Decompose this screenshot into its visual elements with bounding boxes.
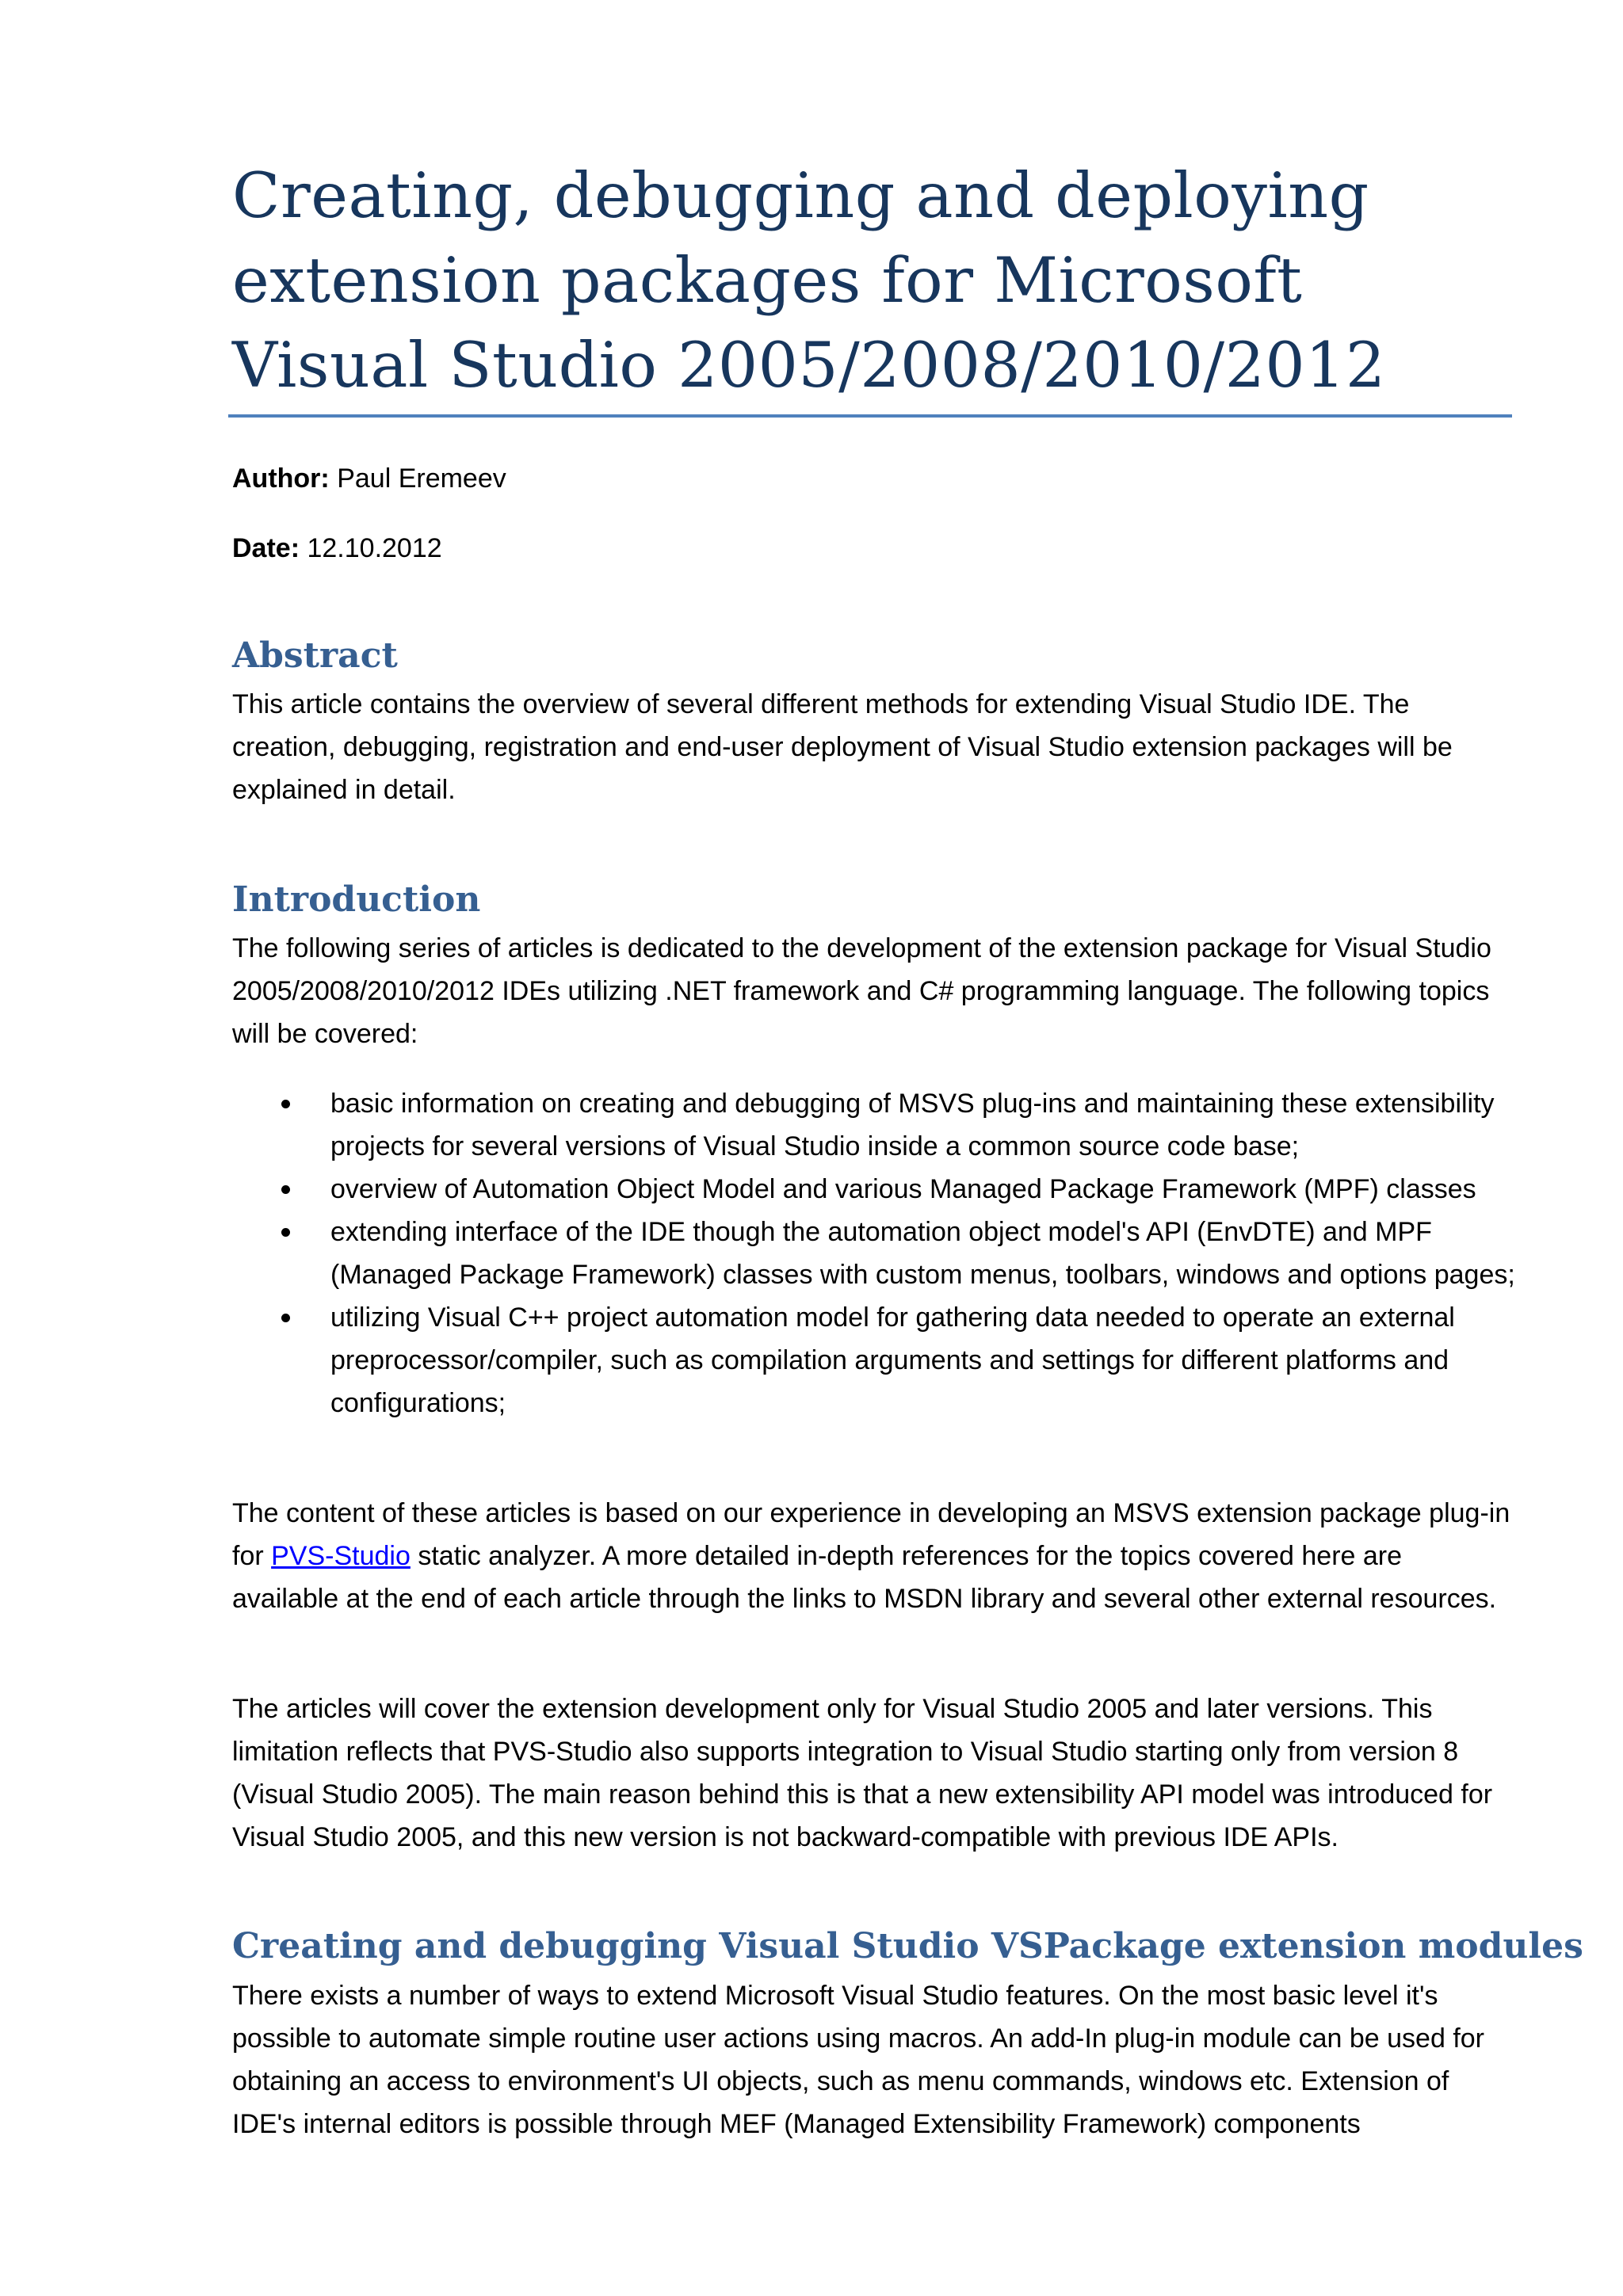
list-item bbox=[232, 1211, 1516, 1296]
list-item-text: utilizing Visual C++ project automation model for gathering data needed to operate an external preprocessor/compiler, such as compilation arguments and settings for different platforms and configurations; bbox=[330, 1302, 1455, 1418]
pvs-studio-link[interactable]: PVS-Studio bbox=[271, 1541, 411, 1571]
introduction-text: The following series of articles is dedicated to the development of the extension package for Visual Studio 2005/2008/2010/2012 IDEs utilizing .NET framework and C# programming language. The following topics will be covered: bbox=[232, 933, 1491, 1049]
content-paragraph bbox=[232, 1492, 1512, 1620]
topics-list bbox=[232, 1082, 1516, 1425]
author-label: Author: bbox=[232, 463, 330, 494]
creating-section-heading: Creating and debugging Visual Studio VSPackage extension modules bbox=[232, 1926, 1583, 1966]
list-item-text: extending interface of the IDE though the automation object model's API (EnvDTE) and MPF (Managed Package Framework) classes with custom menus, toolbars, windows and options pages; bbox=[330, 1217, 1515, 1290]
date-label: Date: bbox=[232, 533, 300, 563]
abstract-heading: Abstract bbox=[232, 635, 398, 676]
list-item bbox=[232, 1168, 1516, 1211]
document-title: Creating, debugging and deploying extension packages for Microsoft Visual Studio 2005/2008/2010/2012 bbox=[232, 159, 1386, 402]
versions-paragraph: The articles will cover the extension development only for Visual Studio 2005 and later versions. This limitation reflects that PVS-Studio also supports integration to Visual Studio starting only from version 8 (Visual Studio 2005). The main reason behind this is that a new extensibility API model was introduced for Visual Studio 2005, and this new version is not backward-compatible with previous IDE APIs. bbox=[232, 1694, 1493, 1852]
abstract-text: This article contains the overview of several different methods for extending Visual Studio IDE. The creation, debugging, registration and end-user deployment of Visual Studio extension packages will be explained in detail. bbox=[232, 689, 1453, 805]
date-value: 12.10.2012 bbox=[307, 533, 442, 563]
list-item bbox=[232, 1082, 1516, 1168]
bullet-icon bbox=[281, 1314, 290, 1322]
list-item-text: overview of Automation Object Model and various Managed Package Framework (MPF) classes bbox=[330, 1174, 1476, 1204]
bullet-icon bbox=[281, 1100, 290, 1108]
author-name: Paul Eremeev bbox=[337, 463, 506, 494]
author-line bbox=[232, 463, 506, 494]
list-item bbox=[232, 1296, 1516, 1425]
bullet-icon bbox=[281, 1185, 290, 1194]
content-text-after: static analyzer. A more detailed in-depth references for the topics covered here are available at the end of each article through the links to MSDN library and several other external resources. bbox=[232, 1541, 1497, 1614]
date-line bbox=[232, 532, 442, 564]
title-underline bbox=[228, 414, 1512, 418]
creating-section-text: There exists a number of ways to extend Microsoft Visual Studio features. On the most basic level it's possible to automate simple routine user actions using macros. An add-In plug-in module can be used for obtaining an access to environment's UI objects, such as menu commands, windows etc. Extension of IDE's internal editors is possible through MEF (Managed Extensibility Framework) components bbox=[232, 1981, 1485, 2139]
list-item-text: basic information on creating and debugging of MSVS plug-ins and maintaining these extensibility projects for several versions of Visual Studio inside a common source code base; bbox=[330, 1089, 1495, 1161]
introduction-heading: Introduction bbox=[232, 879, 481, 920]
content-text-before: The content of these articles is based on our experience in developing an MSVS extension package plug-in for bbox=[232, 1498, 1510, 1571]
bullet-icon bbox=[281, 1228, 290, 1237]
